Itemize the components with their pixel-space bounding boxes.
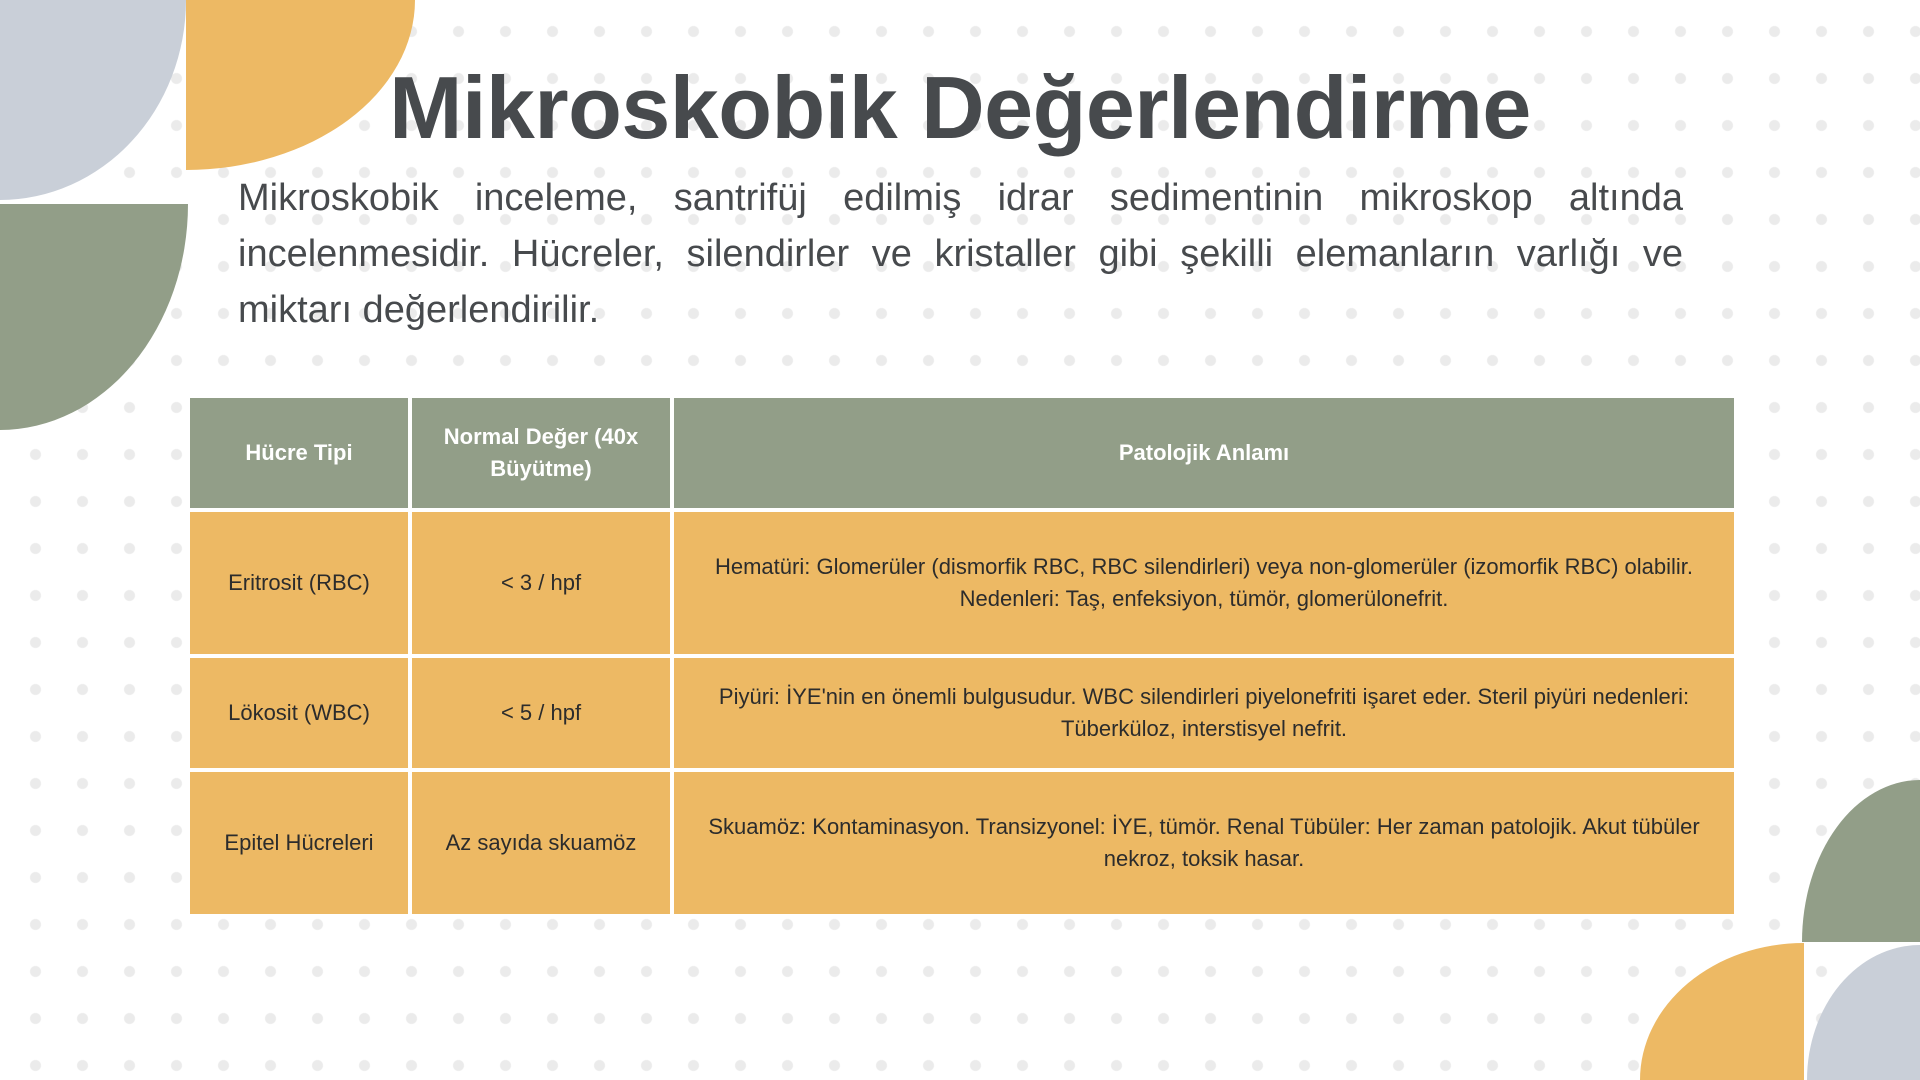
normal-value: Az sayıda skuamöz	[410, 770, 672, 916]
table-header-row	[188, 396, 1736, 510]
intro-paragraph: Mikroskobik inceleme, santrifüj edilmiş idrar sedimentinin mikroskop altında incelenmesidir. Hücreler, silendirler ve kristaller gibi şekilli elemanların varlığı ve miktarı değerlendirilir.	[238, 177, 1683, 331]
cell-type: Eritrosit (RBC)	[188, 510, 410, 656]
cell-type-table	[186, 394, 1738, 918]
pathologic-meaning: Piyüri: İYE'nin en önemli bulgusudur. WBC silendirleri piyelonefriti işaret eder. Steril piyüri nedenleri: Tüberküloz, interstisyel nefrit.	[672, 656, 1736, 770]
pathologic-meaning: Hematüri: Glomerüler (dismorfik RBC, RBC silendirleri) veya non-glomerüler (izomorfik RBC) olabilir. Nedenleri: Taş, enfeksiyon, tümör, glomerülonefrit.	[672, 510, 1736, 656]
header-pathologic-meaning: Patolojik Anlamı	[672, 396, 1736, 510]
slide-title: Mikroskobik Değerlendirme	[389, 58, 1531, 157]
normal-value: < 3 / hpf	[410, 510, 672, 656]
normal-value: < 5 / hpf	[410, 656, 672, 770]
cell-type: Lökosit (WBC)	[188, 656, 410, 770]
table-row	[188, 770, 1736, 916]
pathologic-meaning: Skuamöz: Kontaminasyon. Transizyonel: İYE, tümör. Renal Tübüler: Her zaman patolojik. Akut tübüler nekroz, toksik hasar.	[672, 770, 1736, 916]
table-row	[188, 656, 1736, 770]
header-cell-type: Hücre Tipi	[188, 396, 410, 510]
table-row	[188, 510, 1736, 656]
header-normal-value: Normal Değer (40x Büyütme)	[410, 396, 672, 510]
cell-type: Epitel Hücreleri	[188, 770, 410, 916]
